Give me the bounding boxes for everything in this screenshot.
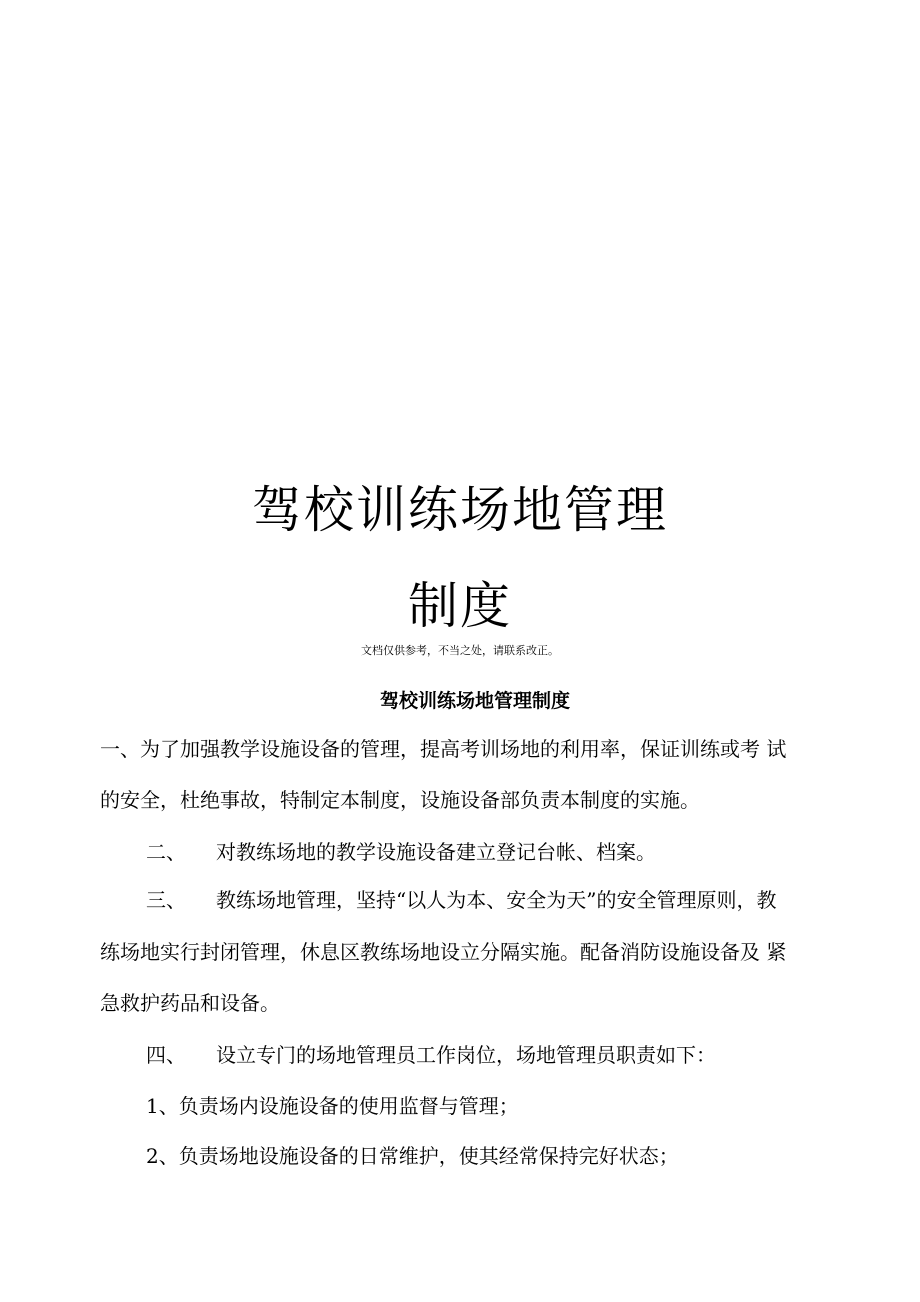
paragraph-line: 2、负责场地设施设备的日常维护，使其经常保持完好状态； xyxy=(146,1144,679,1168)
paragraph-line xyxy=(146,1041,906,1069)
paragraph-line: 练场地实行封闭管理，休息区教练场地设立分隔实施。配备消防设施设备及 紧 xyxy=(100,940,787,964)
paragraph-line xyxy=(146,838,906,866)
disclaimer-note: 文档仅供参考，不当之处，请联系改正。 xyxy=(361,644,559,657)
paragraph-text: 对教练场地的教学设施设备建立登记台帐、档案。 xyxy=(216,840,656,864)
paragraph-line: 急救护药品和设备。 xyxy=(100,991,280,1015)
cover-title-line-2: 制度 xyxy=(408,577,512,635)
section-marker: 三、 xyxy=(146,888,186,912)
paragraph-line: 的安全，杜绝事故，特制定本制度，设施设备部负责本制度的实施。 xyxy=(100,788,700,812)
paragraph-line: 1、负责场内设施设备的使用监督与管理； xyxy=(146,1094,519,1118)
cover-title-line-1: 驾校训练场地管理 xyxy=(252,481,668,539)
document-heading: 驾校训练场地管理制度 xyxy=(379,690,570,712)
paragraph-text: 教练场地管理，坚持“以人为本、安全为天”的安全管理原则，教 xyxy=(216,888,777,912)
section-marker: 四、 xyxy=(146,1043,186,1067)
paragraph-text: 设立专门的场地管理员工作岗位，场地管理员职责如下： xyxy=(216,1043,716,1067)
paragraph-line xyxy=(146,886,906,914)
paragraph-line: 一、为了加强教学设施设备的管理，提高考训场地的利用率，保证训练或考 试 xyxy=(100,737,787,761)
section-marker: 二、 xyxy=(146,840,186,864)
